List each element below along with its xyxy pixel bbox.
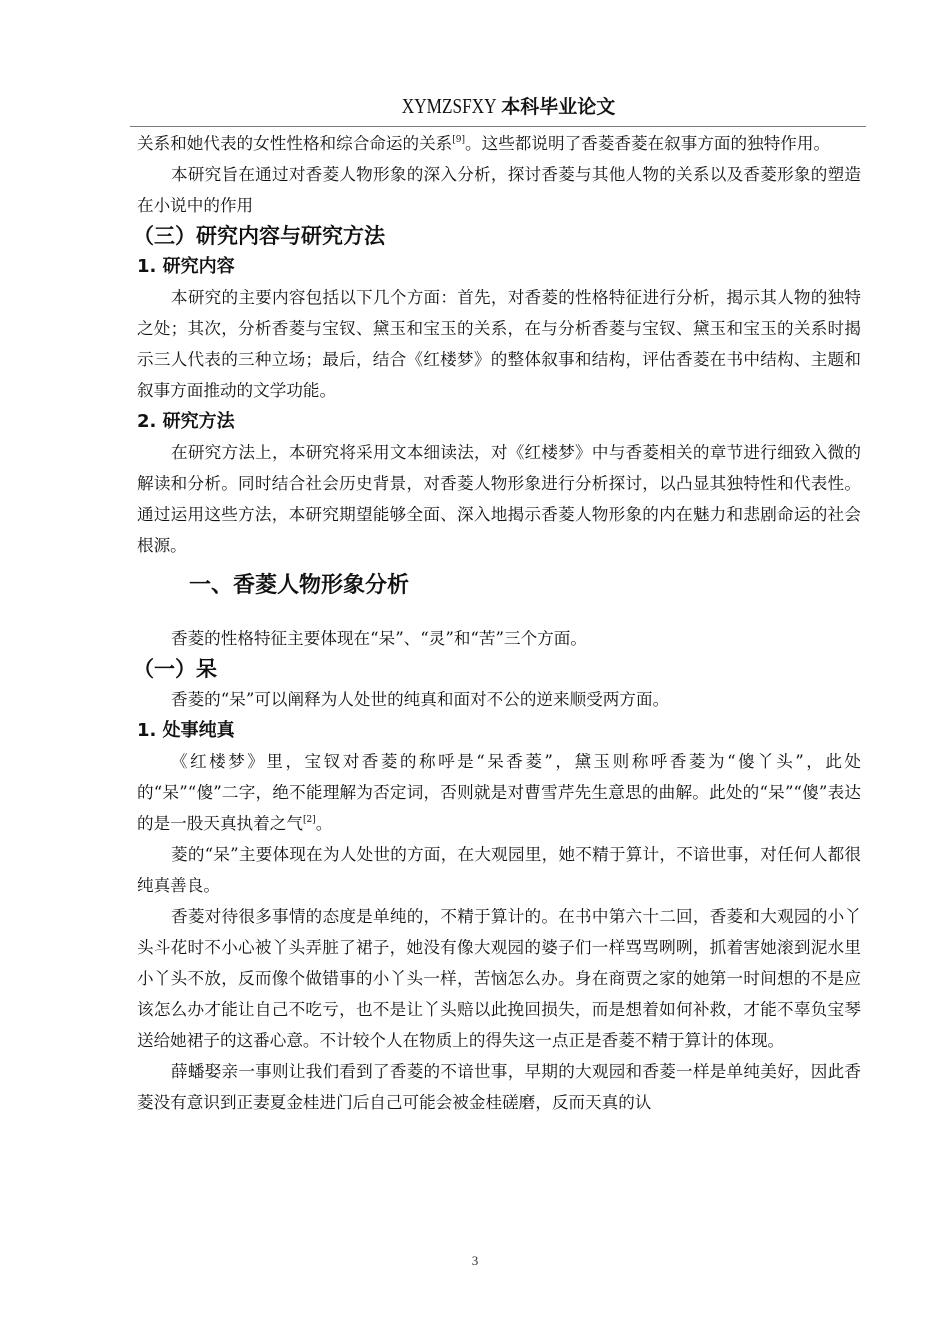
paragraph-research-methods: 在研究方法上，本研究将采用文本细读法，对《红楼梦》中与香菱相关的章节进行细致入微的解读和分析。同时结合社会历史背景，对香菱人物形象进行分析探讨，以凸显其独特性和代表性。通过运用这些方法，本研究期望能够全面、深入地揭示香菱人物形象的内在魅力和悲剧命运的社会根源。 — [137, 443, 861, 555]
subheading-research-methods: 2. 研究方法 — [137, 411, 235, 432]
citation-superscript: [9] — [452, 135, 466, 145]
header-school-code: XYMZSFXY — [401, 94, 497, 118]
page-body — [133, 128, 861, 1118]
citation-superscript: [2] — [302, 815, 316, 825]
paragraph-text: 关系和她代表的女性性格和综合命运的关系 — [137, 134, 453, 153]
chapter-heading-xiangling-analysis: 一、香菱人物形象分析 — [189, 573, 410, 598]
subheading-research-content: 1. 研究内容 — [137, 256, 235, 277]
paragraph-chapter-intro: 香菱的性格特征主要体现在“呆”、“灵”和“苦”三个方面。 — [171, 629, 587, 648]
paragraph-text: 《红楼梦》里，宝钗对香菱的称呼是“呆香菱”，黛玉则称呼香菱为“傻丫头”，此处的“呆”“傻”二字，绝不能理解为否定词，否则就是对曹雪芹先生意思的曲解。此处的“呆”“傻”表达的是一股天真执着之气 — [137, 752, 861, 833]
paragraph-text: 。这些都说明了香菱香菱在叙事方面的独特作用。 — [465, 134, 831, 153]
paragraph-research-content: 本研究的主要内容包括以下几个方面：首先，对香菱的性格特征进行分析，揭示其人物的独特之处；其次，分析香菱与宝钗、黛玉和宝玉的关系，在与分析香菱与宝钗、黛玉和宝玉的关系时揭示三人代表的三种立场；最后，结合《红楼梦》的整体叙事和结构，评估香菱在书中结构、主题和叙事方面推动的文学功能。 — [137, 288, 861, 400]
paragraph-text: 。 — [315, 814, 333, 833]
paragraph-research-aim: 本研究旨在通过对香菱人物形象的深入分析，探讨香菱与其他人物的关系以及香菱形象的塑造在小说中的作用 — [137, 165, 861, 215]
paragraph-innocence-1 — [137, 746, 861, 839]
paragraph-intro-continued — [137, 128, 861, 159]
paragraph-innocence-4: 薛蟠娶亲一事则让我们看到了香菱的不谙世事，早期的大观园和香菱一样是单纯美好，因此香菱没有意识到正妻夏金桂进门后自己可能会被金桂磋磨，反而天真的认 — [137, 1062, 861, 1112]
section-heading-dai: （一）呆 — [133, 657, 217, 681]
subheading-innocence: 1. 处事纯真 — [137, 720, 235, 741]
page-header — [130, 92, 866, 127]
page-number: 3 — [471, 1253, 479, 1268]
paragraph-section-intro: 香菱的“呆”可以阐释为人处世的纯真和面对不公的逆来顺受两方面。 — [171, 690, 670, 709]
paragraph-innocence-3: 香菱对待很多事情的态度是单纯的，不精于算计的。在书中第六十二回，香菱和大观园的小丫头斗花时不小心被丫头弄脏了裙子，她没有像大观园的婆子们一样骂骂咧咧，抓着害她滚到泥水里小丫头不放，反而像个做错事的小丫头一样，苦恼怎么办。身在商贾之家的她第一时间想的不是应该怎么办才能让自己不吃亏，也不是让丫头赔以此挽回损失，而是想着如何补救，才能不辜负宝琴送给她裙子的这番心意。不计较个人在物质上的得失这一点正是香菱不精于算计的体现。 — [137, 907, 861, 1050]
paragraph-innocence-2: 菱的“呆”主要体现在为人处世的方面，在大观园里，她不精于算计，不谙世事，对任何人都很纯真善良。 — [137, 845, 861, 895]
section-heading-research-content-methods: （三）研究内容与研究方法 — [133, 224, 385, 248]
spacer — [137, 601, 861, 623]
header-doc-type: 本科毕业论文 — [501, 96, 616, 118]
